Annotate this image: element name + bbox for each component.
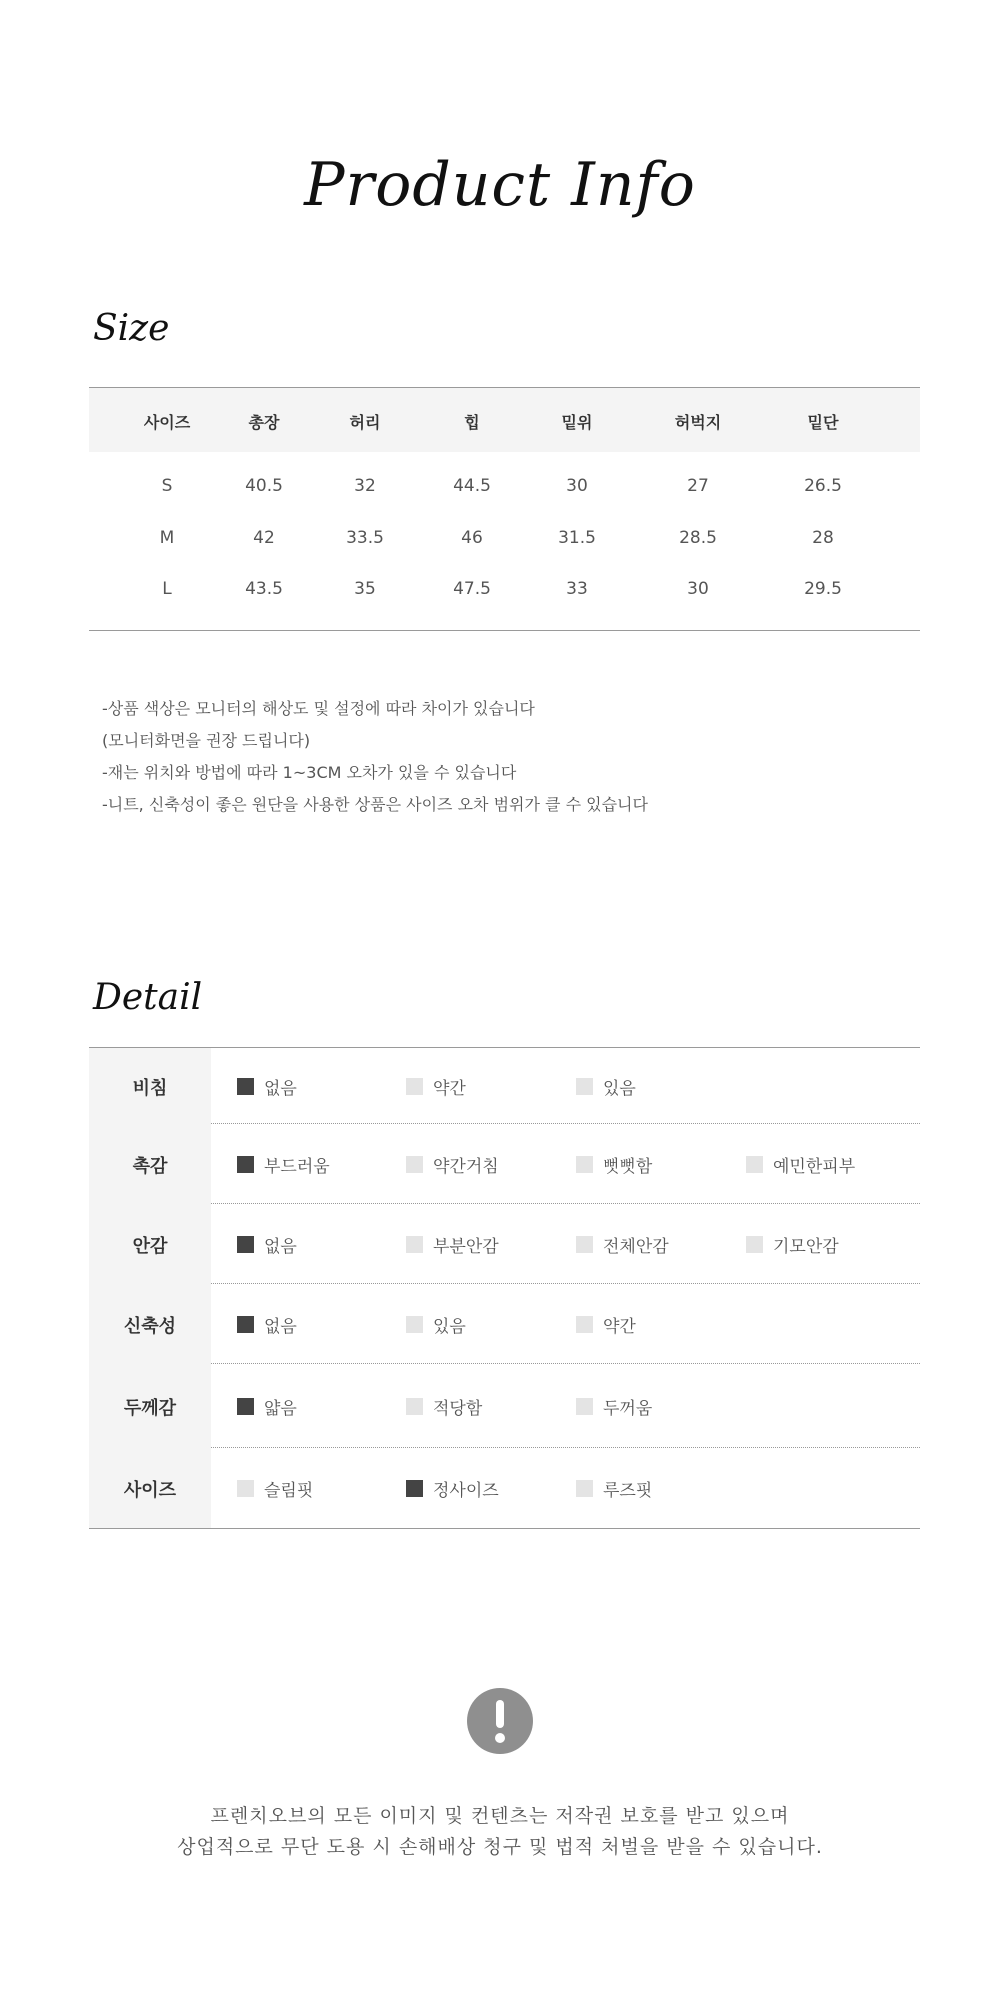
unchecked-square-icon xyxy=(406,1156,423,1173)
detail-option xyxy=(237,1476,313,1501)
size-cell: 44.5 xyxy=(453,476,491,496)
detail-option-label: 없음 xyxy=(264,1237,297,1257)
detail-option-label: 뻣뻣함 xyxy=(603,1157,653,1177)
unchecked-square-icon xyxy=(406,1236,423,1253)
detail-option xyxy=(576,1232,669,1257)
size-cell: 40.5 xyxy=(245,476,283,496)
detail-option-label: 약간 xyxy=(603,1317,636,1337)
detail-option xyxy=(576,1312,636,1337)
detail-option-label: 정사이즈 xyxy=(433,1481,499,1501)
detail-option-label: 슬림핏 xyxy=(264,1481,314,1501)
size-cell: 28 xyxy=(812,528,834,548)
detail-option-label: 있음 xyxy=(603,1079,636,1099)
size-cell: 30 xyxy=(566,476,588,496)
detail-option xyxy=(237,1152,330,1177)
unchecked-square-icon xyxy=(576,1316,593,1333)
size-header-cell: 사이즈 xyxy=(143,413,191,432)
unchecked-square-icon xyxy=(746,1156,763,1173)
detail-option xyxy=(406,1152,499,1177)
detail-row-label: 비침 xyxy=(132,1078,168,1099)
unchecked-square-icon xyxy=(237,1480,254,1497)
detail-option xyxy=(406,1232,499,1257)
size-cell: 43.5 xyxy=(245,579,283,599)
note-line: -니트, 신축성이 좋은 원단을 사용한 상품은 사이즈 오차 범위가 클 수 있습니다 xyxy=(102,795,648,814)
page-title: Product Info xyxy=(304,150,696,220)
size-cell: 28.5 xyxy=(679,528,717,548)
checked-square-icon xyxy=(237,1236,254,1253)
unchecked-square-icon xyxy=(576,1398,593,1415)
detail-row-label: 두께감 xyxy=(123,1398,177,1419)
detail-row-label: 신축성 xyxy=(123,1316,177,1337)
detail-option-label: 전체안감 xyxy=(603,1237,669,1257)
detail-option xyxy=(237,1394,297,1419)
size-cell: M xyxy=(159,528,175,548)
note-line: -재는 위치와 방법에 따라 1~3CM 오차가 있을 수 있습니다 xyxy=(102,763,517,782)
size-cell: 46 xyxy=(461,528,483,548)
size-cell: 32 xyxy=(354,476,376,496)
detail-table xyxy=(89,1047,920,1529)
checked-square-icon xyxy=(406,1480,423,1497)
size-header-cell: 총장 xyxy=(248,413,280,432)
detail-option xyxy=(237,1312,297,1337)
unchecked-square-icon xyxy=(406,1078,423,1095)
detail-option-label: 적당함 xyxy=(433,1399,483,1419)
detail-option-label: 약간 xyxy=(433,1079,466,1099)
detail-row-label: 안감 xyxy=(132,1236,168,1257)
unchecked-square-icon xyxy=(576,1156,593,1173)
size-cell: 27 xyxy=(687,476,709,496)
size-cell: 33.5 xyxy=(346,528,384,548)
detail-option xyxy=(406,1074,466,1099)
detail-option xyxy=(406,1312,466,1337)
detail-option-label: 루즈핏 xyxy=(603,1481,653,1501)
size-notes xyxy=(102,693,648,821)
size-table-header xyxy=(89,388,920,452)
unchecked-square-icon xyxy=(576,1480,593,1497)
size-cell: 47.5 xyxy=(453,579,491,599)
exclamation-circle-icon xyxy=(467,1688,533,1754)
unchecked-square-icon xyxy=(576,1236,593,1253)
detail-option-label: 없음 xyxy=(264,1079,297,1099)
copyright-notice-line: 상업적으로 무단 도용 시 손해배상 청구 및 법적 처벌을 받을 수 있습니다. xyxy=(177,1836,823,1858)
size-cell: 42 xyxy=(253,528,275,548)
size-header-cell: 허리 xyxy=(349,413,381,432)
size-header-cell: 밑위 xyxy=(561,413,593,432)
size-cell: S xyxy=(161,476,173,496)
detail-row xyxy=(89,1284,920,1364)
detail-option xyxy=(576,1152,652,1177)
detail-option xyxy=(406,1476,499,1501)
size-header-cell: 힙 xyxy=(464,413,480,432)
detail-option xyxy=(406,1394,482,1419)
size-section-title: Size xyxy=(93,308,170,349)
checked-square-icon xyxy=(237,1156,254,1173)
detail-option-label: 있음 xyxy=(433,1317,466,1337)
size-cell: 33 xyxy=(566,579,588,599)
detail-section-title: Detail xyxy=(93,977,203,1018)
checked-square-icon xyxy=(237,1398,254,1415)
detail-option-label: 예민한피부 xyxy=(773,1157,856,1177)
size-cell: 35 xyxy=(354,579,376,599)
size-cell: 29.5 xyxy=(804,579,842,599)
size-table xyxy=(89,387,920,631)
size-cell: 30 xyxy=(687,579,709,599)
unchecked-square-icon xyxy=(576,1078,593,1095)
detail-option xyxy=(237,1074,297,1099)
detail-row xyxy=(89,1364,920,1448)
detail-option-label: 부분안감 xyxy=(433,1237,499,1257)
detail-option xyxy=(576,1476,652,1501)
note-line: -상품 색상은 모니터의 해상도 및 설정에 따라 차이가 있습니다 xyxy=(102,699,535,718)
unchecked-square-icon xyxy=(406,1398,423,1415)
size-cell: 31.5 xyxy=(558,528,596,548)
detail-row xyxy=(89,1204,920,1284)
detail-option xyxy=(576,1074,636,1099)
detail-row-label: 사이즈 xyxy=(123,1480,177,1501)
detail-row xyxy=(89,1124,920,1204)
detail-option-label: 부드러움 xyxy=(264,1157,330,1177)
detail-option xyxy=(237,1232,297,1257)
detail-row xyxy=(89,1048,920,1124)
unchecked-square-icon xyxy=(406,1316,423,1333)
size-header-cell: 밑단 xyxy=(807,413,839,432)
detail-row-label: 촉감 xyxy=(132,1156,168,1177)
detail-option xyxy=(576,1394,652,1419)
detail-option xyxy=(746,1152,855,1177)
detail-row xyxy=(89,1448,920,1528)
detail-option-label: 얇음 xyxy=(264,1399,297,1419)
size-cell: L xyxy=(162,579,172,599)
detail-option-label: 두꺼움 xyxy=(603,1399,653,1419)
checked-square-icon xyxy=(237,1078,254,1095)
detail-option-label: 약간거침 xyxy=(433,1157,499,1177)
size-cell: 26.5 xyxy=(804,476,842,496)
size-header-cell: 허벅지 xyxy=(674,413,722,432)
copyright-notice-line: 프렌치오브의 모든 이미지 및 컨텐츠는 저작권 보호를 받고 있으며 xyxy=(210,1805,790,1827)
checked-square-icon xyxy=(237,1316,254,1333)
note-line: (모니터화면을 권장 드립니다) xyxy=(102,731,311,750)
unchecked-square-icon xyxy=(746,1236,763,1253)
detail-option-label: 없음 xyxy=(264,1317,297,1337)
detail-option-label: 기모안감 xyxy=(773,1237,839,1257)
detail-option xyxy=(746,1232,839,1257)
